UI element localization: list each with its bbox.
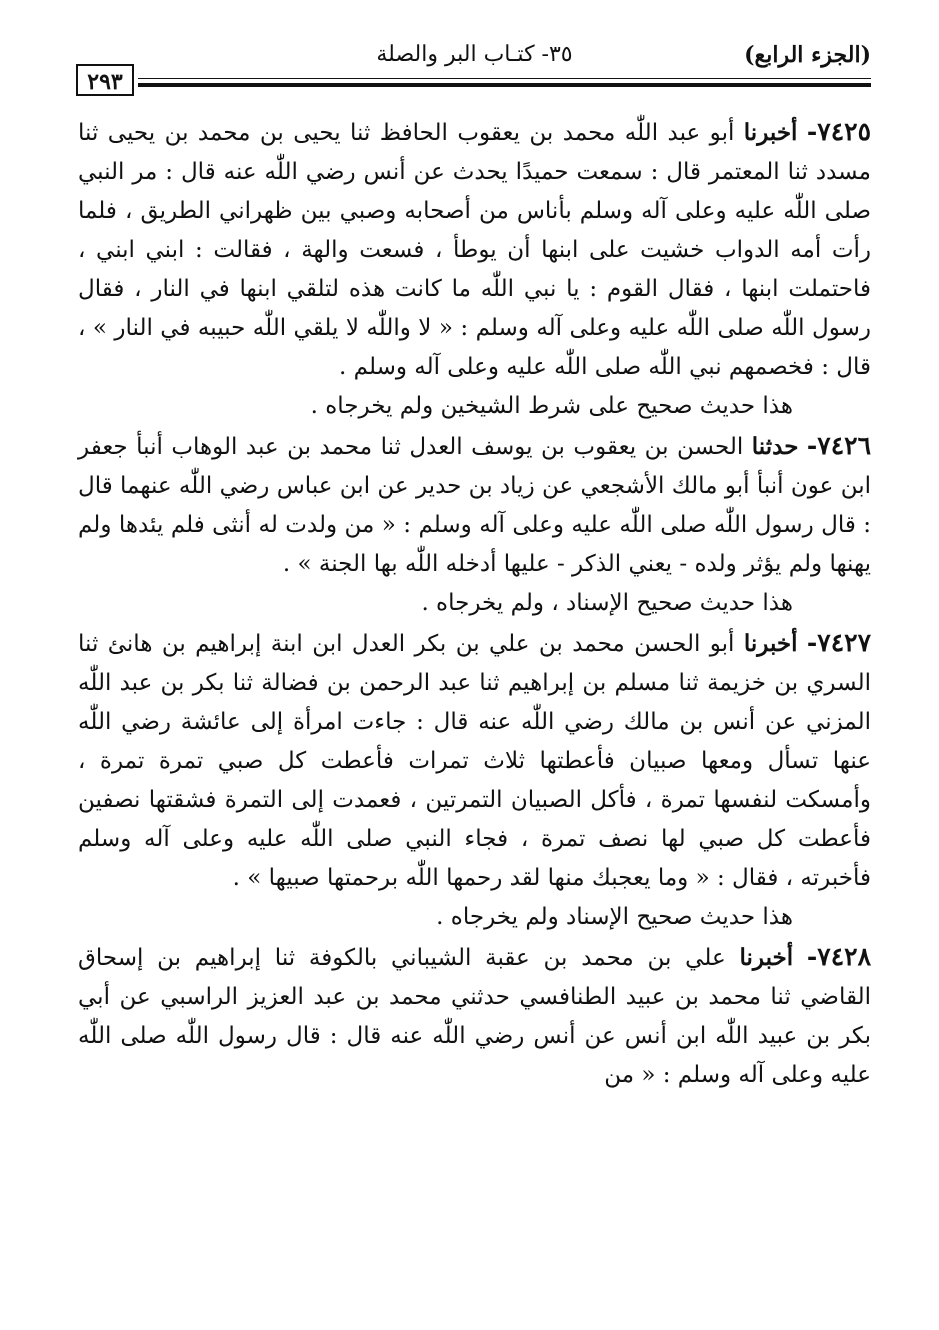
- hadith-number: ٧٤٢٦-: [806, 431, 872, 460]
- volume-label: (الجزء الرابع): [744, 42, 871, 68]
- hadith-grading: هذا حديث صحيح الإسناد ، ولم يخرجاه .: [421, 590, 793, 616]
- hadith-entry: [78, 623, 871, 937]
- hadith-entry: [78, 426, 871, 623]
- hadith-paragraph: [78, 937, 871, 1095]
- hadith-paragraph: [78, 426, 871, 584]
- chapter-title: ٣٥- كتـاب البر والصلة: [376, 42, 573, 67]
- hadith-keyword: حدثنا: [751, 433, 799, 460]
- hadith-text: علي بن محمد بن عقبة الشيباني بالكوفة ثنا إبراهيم بن إسحاق القاضي ثنا محمد بن عبيد الطنافسي حدثني محمد بن عبد العزيز الراسبي عن أبي بكر بن عبيد اللّٰه ابن أنس عن أنس رضي اللّٰه عنه قال : قال رسول اللّٰه صلى اللّٰه عليه وعلى آله وسلم : « من: [78, 945, 871, 1088]
- hadith-number: ٧٤٢٥-: [806, 117, 871, 146]
- header-rule-thin: [138, 78, 871, 79]
- hadith-paragraph: [78, 112, 871, 387]
- hadith-text: أبو عبد اللّٰه محمد بن يعقوب الحافظ ثنا يحيى بن محمد بن يحيى ثنا مسدد ثنا المعتمر قال : سمعت حميدًا يحدث عن أنس رضي اللّٰه عنه قال : مر النبي صلى اللّٰه عليه وعلى آله وسلم بأناس من أصحابه وصبي بين ظهراني الطريق ، فلما رأت أمه الدواب خشيت على ابنها أن يوطأ ، فسعت والهة ، فقالت : ابني ابني ، فاحتملت ابنها ، فقال القوم : يا نبي اللّٰه ما كانت هذه لتلقي ابنها في النار ، فقال رسول اللّٰه صلى اللّٰه عليه وعلى آله وسلم : « لا واللّٰه لا يلقي اللّٰه حبيبه في النار » ، قال : فخصمهم نبي اللّٰه صلى اللّٰه عليه وعلى آله وسلم .: [78, 120, 871, 380]
- hadith-grading: هذا حديث صحيح الإسناد ولم يخرجاه .: [436, 904, 793, 930]
- hadith-paragraph: [78, 623, 871, 898]
- hadith-keyword: أخبرنا: [743, 119, 798, 146]
- hadith-keyword: أخبرنا: [739, 944, 794, 971]
- header-rule-thick: [138, 83, 871, 87]
- hadith-keyword: أخبرنا: [743, 630, 798, 657]
- hadith-entry: [78, 112, 871, 426]
- hadith-number: ٧٤٢٨-: [806, 942, 871, 971]
- page-body: [78, 112, 871, 1095]
- hadith-number: ٧٤٢٧-: [806, 628, 871, 657]
- page-number: ٢٩٣: [76, 64, 134, 96]
- hadith-entry: [78, 937, 871, 1095]
- hadith-text: الحسن بن يعقوب بن يوسف العدل ثنا محمد بن عبد الوهاب أنبأ جعفر ابن عون أنبأ أبو مالك الأشجعي عن زياد بن حدير عن ابن عباس رضي اللّٰه عنهما قال : قال رسول اللّٰه صلى اللّٰه عليه وعلى آله وسلم : « من ولدت له أنثى فلم يئدها ولم يهنها ولم يؤثر ولده - يعني الذكر - عليها أدخله اللّٰه بها الجنة » .: [78, 434, 871, 577]
- hadith-text: أبو الحسن محمد بن علي بن بكر العدل ابن ابنة إبراهيم بن هانئ ثنا السري بن خزيمة ثنا مسلم بن إبراهيم ثنا عبد الرحمن بن فضالة ثنا بكر بن عبد اللّٰه المزني عن أنس بن مالك رضي اللّٰه عنه قال : جاءت امرأة إلى عائشة رضي اللّٰه عنها تسأل ومعها صبيان فأعطتها ثلاث تمرات فأعطت كل صبي تمرة تمرة ، وأمسكت لنفسها تمرة ، فأكل الصبيان التمرتين ، فعمدت إلى التمرة فشقتها نصفين فأعطت كل صبي لها نصف تمرة ، فجاء النبي صلى اللّٰه عليه وعلى آله وسلم فأخبرته ، فقال : « وما يعجبك منها لقد رحمها اللّٰه برحمتها صبيها » .: [78, 631, 871, 891]
- running-header: [78, 38, 871, 72]
- hadith-grading: هذا حديث صحيح على شرط الشيخين ولم يخرجاه .: [310, 393, 793, 419]
